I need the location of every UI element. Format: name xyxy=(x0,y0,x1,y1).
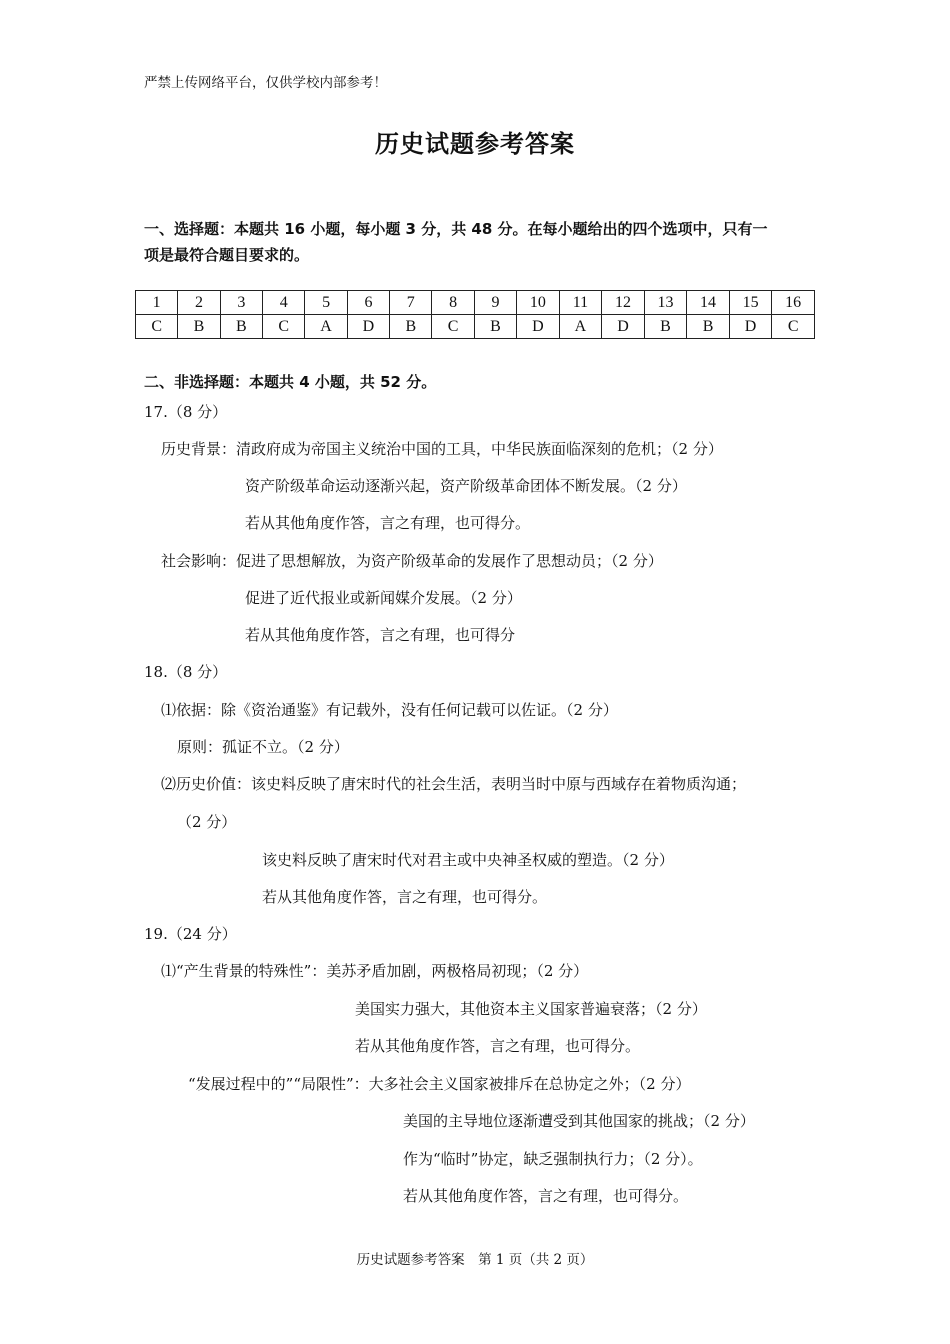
q17-impact-note: 若从其他角度作答，言之有理，也可得分 xyxy=(245,626,516,644)
q19-limitation-line1: “发展过程中的”“局限性”：大多社会主义国家被排斥在总协定之外；（2 分） xyxy=(188,1075,691,1093)
question-number-cell: 16 xyxy=(772,291,815,315)
answer-cell: D xyxy=(602,315,645,339)
answer-cell: B xyxy=(644,315,687,339)
answer-cell: C xyxy=(263,315,305,339)
q19-part1-line1: ⑴“产生背景的特殊性”：美苏矛盾加剧，两极格局初现；（2 分） xyxy=(161,962,589,980)
q19-part1-line2: 美国实力强大，其他资本主义国家普遍衰落；（2 分） xyxy=(355,1000,707,1018)
question-number-cell: 12 xyxy=(602,291,645,315)
answer-cell: B xyxy=(687,315,730,339)
q18-part2-value-score: （2 分） xyxy=(177,813,237,831)
q18-part1-basis: ⑴依据：除《资治通鉴》有记载外，没有任何记载可以佐证。（2 分） xyxy=(161,701,618,719)
answer-table-answer-row xyxy=(136,315,815,339)
q18-part2-note: 若从其他角度作答，言之有理，也可得分。 xyxy=(262,888,548,906)
answer-cell: D xyxy=(347,315,389,339)
question-number-cell: 11 xyxy=(559,291,602,315)
answer-cell: C xyxy=(772,315,815,339)
answer-cell: D xyxy=(729,315,772,339)
answer-cell: B xyxy=(390,315,432,339)
question-number-cell: 7 xyxy=(390,291,432,315)
q17-impact-line1: 社会影响：促进了思想解放，为资产阶级革命的发展作了思想动员；（2 分） xyxy=(161,552,663,570)
q18-part2-value-line1: ⑵历史价值：该史料反映了唐宋时代的社会生活，表明当时中原与西域存在着物质沟通； xyxy=(161,775,747,793)
answer-cell: B xyxy=(220,315,262,339)
question-number-cell: 3 xyxy=(220,291,262,315)
q19-limitation-line3: 作为“临时”协定，缺乏强制执行力；（2 分）。 xyxy=(403,1150,703,1168)
section2-heading: 二、非选择题：本题共 4 小题，共 52 分。 xyxy=(144,373,437,391)
question-number-cell: 6 xyxy=(347,291,389,315)
question-number-cell: 9 xyxy=(474,291,516,315)
q17-background-line2: 资产阶级革命运动逐渐兴起，资产阶级革命团体不断发展。（2 分） xyxy=(245,477,687,495)
page-footer: 历史试题参考答案 第 1 页（共 2 页） xyxy=(356,1252,594,1268)
question-number-cell: 13 xyxy=(644,291,687,315)
q17-heading: 17.（8 分） xyxy=(144,403,228,421)
q19-part1-note: 若从其他角度作答，言之有理，也可得分。 xyxy=(355,1037,641,1055)
section1-heading-line1: 一、选择题：本题共 16 小题，每小题 3 分，共 48 分。在每小题给出的四个选项中，只有一 xyxy=(144,220,768,238)
answer-cell: C xyxy=(432,315,474,339)
answer-cell: B xyxy=(178,315,220,339)
q17-background-line1: 历史背景：清政府成为帝国主义统治中国的工具，中华民族面临深刻的危机；（2 分） xyxy=(161,440,723,458)
question-number-cell: 4 xyxy=(263,291,305,315)
q17-impact-line2: 促进了近代报业或新闻媒介发展。（2 分） xyxy=(245,589,522,607)
page-title: 历史试题参考答案 xyxy=(375,130,575,158)
answer-cell: C xyxy=(136,315,178,339)
section1-heading-line2: 项是最符合题目要求的。 xyxy=(144,246,310,264)
notice-text: 严禁上传网络平台，仅供学校内部参考！ xyxy=(144,75,387,91)
question-number-cell: 10 xyxy=(517,291,560,315)
question-number-cell: 5 xyxy=(305,291,347,315)
question-number-cell: 2 xyxy=(178,291,220,315)
answer-cell: A xyxy=(305,315,347,339)
answer-table-number-row xyxy=(136,291,815,315)
q19-heading: 19.（24 分） xyxy=(144,925,237,943)
answer-cell: B xyxy=(474,315,516,339)
answer-table xyxy=(135,290,815,339)
answer-cell: D xyxy=(517,315,560,339)
q18-part1-principle: 原则：孤证不立。（2 分） xyxy=(177,738,349,756)
answer-cell: A xyxy=(559,315,602,339)
q18-heading: 18.（8 分） xyxy=(144,663,228,681)
question-number-cell: 1 xyxy=(136,291,178,315)
q18-part2-value-line2: 该史料反映了唐宋时代对君主或中央神圣权威的塑造。（2 分） xyxy=(262,851,674,869)
q19-limitation-line2: 美国的主导地位逐渐遭受到其他国家的挑战；（2 分） xyxy=(403,1112,755,1130)
q19-limitation-note: 若从其他角度作答，言之有理，也可得分。 xyxy=(403,1187,689,1205)
question-number-cell: 15 xyxy=(729,291,772,315)
question-number-cell: 14 xyxy=(687,291,730,315)
question-number-cell: 8 xyxy=(432,291,474,315)
q17-background-note: 若从其他角度作答，言之有理，也可得分。 xyxy=(245,514,531,532)
